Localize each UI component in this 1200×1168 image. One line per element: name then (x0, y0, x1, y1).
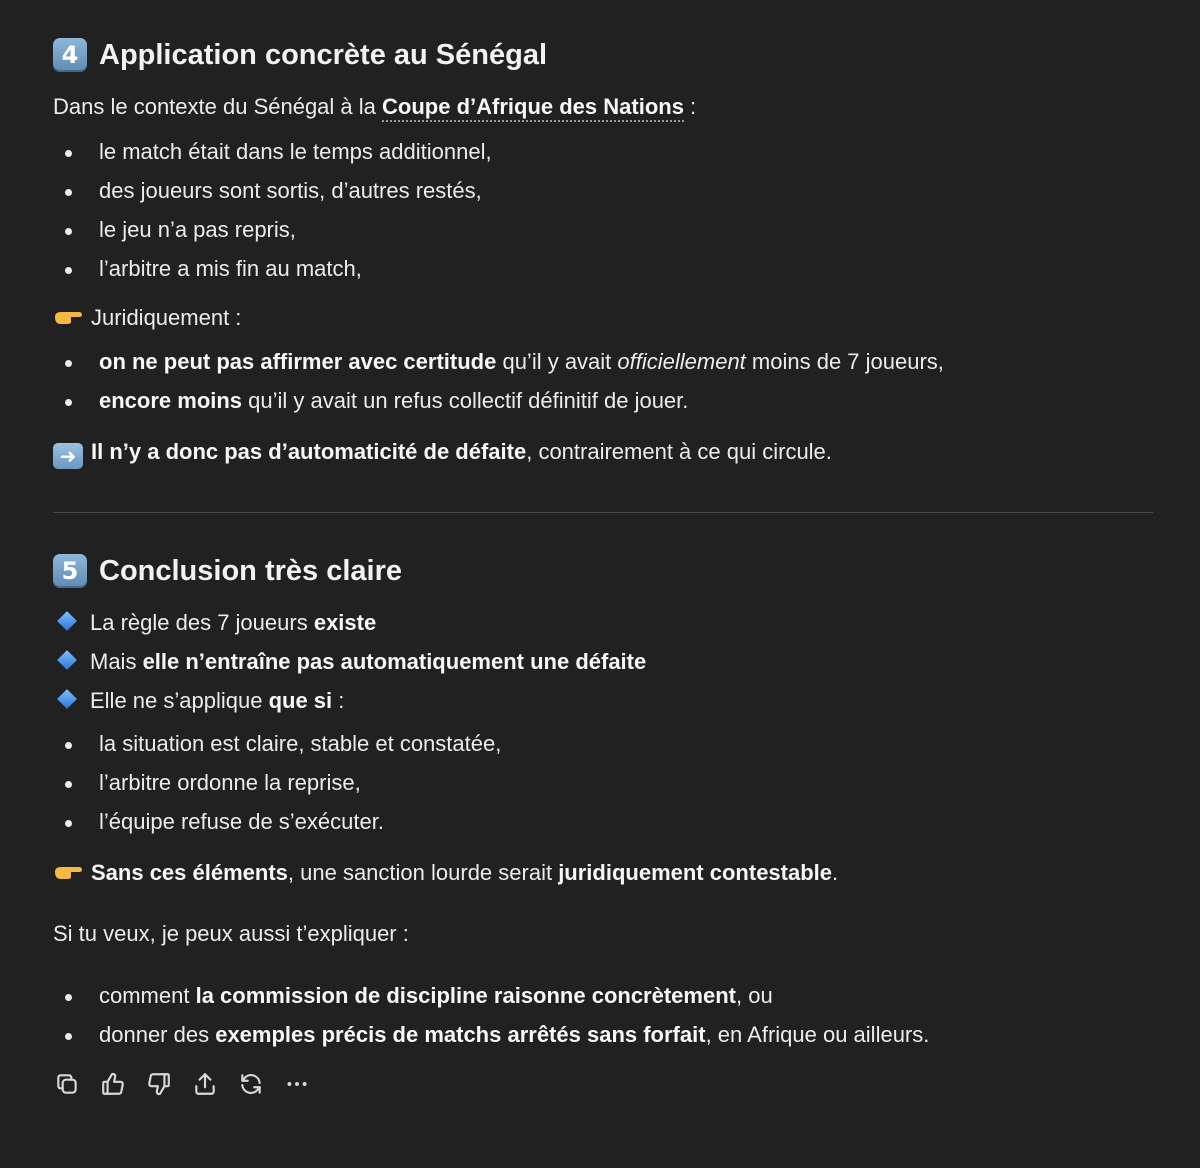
text: donner des (99, 1022, 216, 1047)
copy-button[interactable] (53, 1070, 81, 1098)
followup-intro: Si tu veux, je peux aussi t’expliquer : (53, 921, 409, 946)
thumbs-up-icon (100, 1071, 126, 1097)
text: Mais (90, 649, 143, 674)
bold-text: que si (268, 688, 333, 713)
text: , en Afrique ou ailleurs. (705, 1022, 930, 1047)
list-item: le match était dans le temps additionnel, (99, 137, 492, 167)
italic-text: officiellement (617, 349, 746, 374)
bold-text: encore moins (99, 388, 243, 413)
diamond-item (53, 686, 344, 716)
blue-diamond-icon (57, 611, 77, 631)
bold-text: exemples précis de matchs arrêtés sans forfait (215, 1022, 706, 1047)
keycap-4-icon: 4 (53, 38, 87, 72)
section-5-heading (53, 554, 402, 588)
keycap-5-icon: 5 (53, 554, 87, 588)
share-icon (192, 1071, 218, 1097)
list-item: l’arbitre ordonne la reprise, (99, 768, 361, 798)
list-item (99, 347, 944, 377)
bold-text: Sans ces éléments (91, 860, 288, 885)
intro-text: Dans le contexte du Sénégal à la (53, 94, 383, 119)
section-5-title: Conclusion très claire (99, 554, 402, 587)
text: , contrairement à ce qui circule. (526, 439, 832, 464)
bold-text: juridiquement contestable (558, 860, 833, 885)
text: comment (99, 983, 196, 1008)
bold-text: on ne peut pas affirmer avec certitude (99, 349, 497, 374)
pointing-hand-icon (53, 864, 83, 880)
message-actions (53, 1070, 311, 1098)
bold-text: existe (313, 610, 377, 635)
diamond-item (53, 647, 646, 677)
text: , une sanction lourde serait (287, 860, 559, 885)
copy-icon (54, 1071, 80, 1097)
thumbs-down-button[interactable] (145, 1070, 173, 1098)
list-item (99, 386, 688, 416)
thumbs-up-button[interactable] (99, 1070, 127, 1098)
text: moins de 7 joueurs, (745, 349, 944, 374)
legal-label-text: Juridiquement : (91, 305, 242, 330)
list-item: des joueurs sont sortis, d’autres restés, (99, 176, 482, 206)
final-statement (53, 858, 838, 888)
more-options-button[interactable] (283, 1070, 311, 1098)
text: qu’il y avait un refus collectif définitif de jouer. (242, 388, 689, 413)
list-item: le jeu n’a pas repris, (99, 215, 296, 245)
list-item: la situation est claire, stable et constatée, (99, 729, 501, 759)
divider (53, 512, 1153, 513)
text: , ou (735, 983, 773, 1008)
thumbs-down-icon (146, 1071, 172, 1097)
text: : (332, 688, 345, 713)
list-item (99, 1020, 929, 1050)
section-4-heading (53, 38, 547, 72)
bold-text: la commission de discipline raisonne concrètement (195, 983, 736, 1008)
intro-colon: : (683, 94, 697, 119)
blue-diamond-icon (57, 689, 77, 709)
regenerate-icon (238, 1071, 264, 1097)
list-item: l’arbitre a mis fin au match, (99, 254, 362, 284)
blue-diamond-icon (57, 650, 77, 670)
list-item: l’équipe refuse de s’exécuter. (99, 807, 384, 837)
pointing-hand-icon (53, 309, 83, 325)
section-4-intro (53, 92, 696, 122)
share-button[interactable] (191, 1070, 219, 1098)
right-arrow-icon: ➜ (53, 443, 83, 469)
diamond-item (53, 608, 376, 638)
list-item (99, 981, 773, 1011)
text: La règle des 7 joueurs (90, 610, 314, 635)
text: Elle ne s’applique (90, 688, 269, 713)
regenerate-button[interactable] (237, 1070, 265, 1098)
bold-text: Il n’y a donc pas d’automaticité de défaite (91, 439, 527, 464)
text: . (832, 860, 839, 885)
conclusion-arrow-line (53, 437, 832, 467)
bold-text: elle n’entraîne pas automatiquement une défaite (142, 649, 647, 674)
afcon-link[interactable]: Coupe d’Afrique des Nations (382, 94, 684, 122)
legal-label (53, 303, 241, 333)
text: qu’il y avait (496, 349, 618, 374)
more-icon (284, 1071, 310, 1097)
section-4-title: Application concrète au Sénégal (99, 38, 547, 71)
